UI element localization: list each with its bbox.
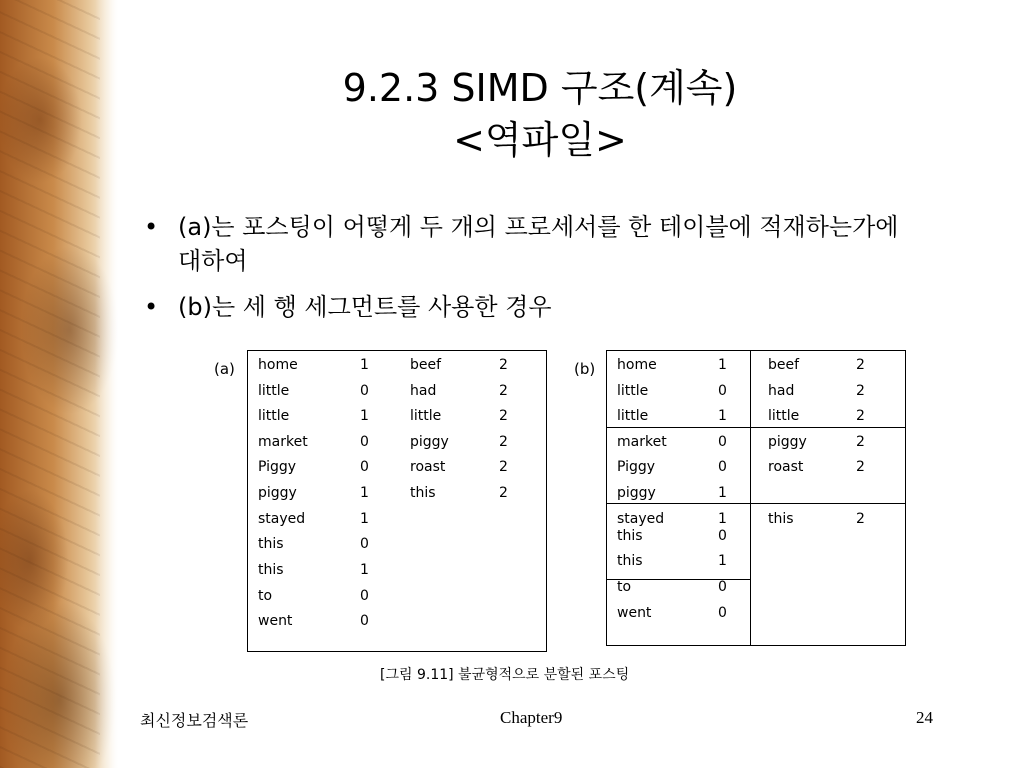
table-b-term: piggy	[768, 434, 807, 450]
table-a-term: stayed	[258, 511, 306, 527]
table-a-label: (a)	[214, 360, 235, 378]
table-b-segment-divider	[606, 427, 905, 428]
bullet-marker: •	[144, 213, 159, 241]
table-b-processor: 0	[718, 434, 727, 450]
table-a-processor: 0	[360, 588, 369, 604]
table-a-term: roast	[410, 459, 446, 475]
table-b-processor: 2	[856, 383, 865, 399]
table-a-term: little	[258, 408, 290, 424]
table-b-column-divider	[750, 350, 751, 646]
table-b-processor: 1	[718, 511, 727, 527]
table-a-processor: 0	[360, 613, 369, 629]
table-b-processor: 2	[856, 408, 865, 424]
table-b-term: market	[617, 434, 667, 450]
footer-chapter: Chapter9	[500, 708, 563, 727]
table-b-processor: 2	[856, 357, 865, 373]
table-a-processor: 0	[360, 459, 369, 475]
table-a-term: beef	[410, 357, 442, 373]
bullet-list	[140, 210, 900, 336]
table-a-term: went	[258, 613, 293, 629]
table-a-term: piggy	[410, 434, 449, 450]
table-a-term: market	[258, 434, 308, 450]
table-b-term: beef	[768, 357, 800, 373]
table-b-term: to	[617, 579, 632, 595]
table-b-term: little	[617, 383, 649, 399]
table-b-term: roast	[768, 459, 804, 475]
table-a-processor: 1	[360, 511, 369, 527]
table-b-term: this	[617, 553, 643, 569]
table-b-processor: 1	[718, 485, 727, 501]
table-b-segment-divider	[606, 503, 905, 504]
table-a-term: piggy	[258, 485, 297, 501]
table-b-term: had	[768, 383, 795, 399]
table-b-term: this	[768, 511, 794, 527]
bullet-text: (b)는 세 행 세그먼트를 사용한 경우	[178, 293, 552, 321]
table-b-term: little	[617, 408, 649, 424]
table-a-term: little	[410, 408, 442, 424]
table-a-term: home	[258, 357, 298, 373]
table-a-processor: 2	[499, 434, 508, 450]
figure-caption: [그림 9.11] 불균형적으로 분할된 포스팅	[380, 667, 630, 683]
decorative-map-lines	[0, 0, 100, 768]
table-a-processor: 0	[360, 434, 369, 450]
table-a-processor: 2	[499, 408, 508, 424]
table-b-processor: 0	[718, 383, 727, 399]
table-b-processor: 2	[856, 459, 865, 475]
title-line-1: 9.2.3 SIMD 구조(계속)	[342, 66, 738, 110]
bullet-item	[140, 290, 900, 324]
table-b-processor: 1	[718, 357, 727, 373]
table-b-term: stayed	[617, 511, 665, 527]
table-a-term: Piggy	[258, 459, 297, 475]
table-a-processor: 1	[360, 562, 369, 578]
table-b-term: Piggy	[617, 459, 656, 475]
table-b-term: this	[617, 528, 643, 544]
table-a-term: this	[410, 485, 436, 501]
table-a-processor: 0	[360, 536, 369, 552]
table-a-processor: 2	[499, 459, 508, 475]
bullet-item	[140, 210, 900, 278]
table-b-processor: 0	[718, 605, 727, 621]
bullet-marker: •	[144, 293, 159, 321]
table-a-processor: 1	[360, 485, 369, 501]
table-b-term: home	[617, 357, 657, 373]
table-b-processor: 1	[718, 408, 727, 424]
table-b-label: (b)	[574, 360, 596, 378]
table-a-processor: 2	[499, 357, 508, 373]
table-b-processor: 0	[718, 459, 727, 475]
bullet-text: (a)는 포스팅이 어떻게 두 개의 프로세서를 한 테이블에 적재하는가에 대하여	[178, 213, 899, 275]
footer-course-title: 최신정보검색론	[140, 711, 249, 730]
table-b-processor: 2	[856, 511, 865, 527]
table-b-processor: 0	[718, 528, 727, 544]
table-a-term: this	[258, 536, 284, 552]
table-a-term: little	[258, 383, 290, 399]
footer-page-number: 24	[916, 708, 933, 727]
table-b-processor: 1	[718, 553, 727, 569]
border-fade	[95, 0, 125, 768]
table-b-processor: 0	[718, 579, 727, 595]
table-b-term: piggy	[617, 485, 656, 501]
table-b-term: went	[617, 605, 652, 621]
slide-title	[180, 62, 900, 166]
title-line-2: <역파일>	[453, 118, 627, 162]
table-a-processor: 1	[360, 408, 369, 424]
table-a-term: this	[258, 562, 284, 578]
table-a-processor: 1	[360, 357, 369, 373]
table-b-term: little	[768, 408, 800, 424]
table-a-processor: 2	[499, 485, 508, 501]
table-a-processor: 2	[499, 383, 508, 399]
table-a-term: to	[258, 588, 273, 604]
table-b-processor: 2	[856, 434, 865, 450]
table-a-term: had	[410, 383, 437, 399]
table-a-processor: 0	[360, 383, 369, 399]
